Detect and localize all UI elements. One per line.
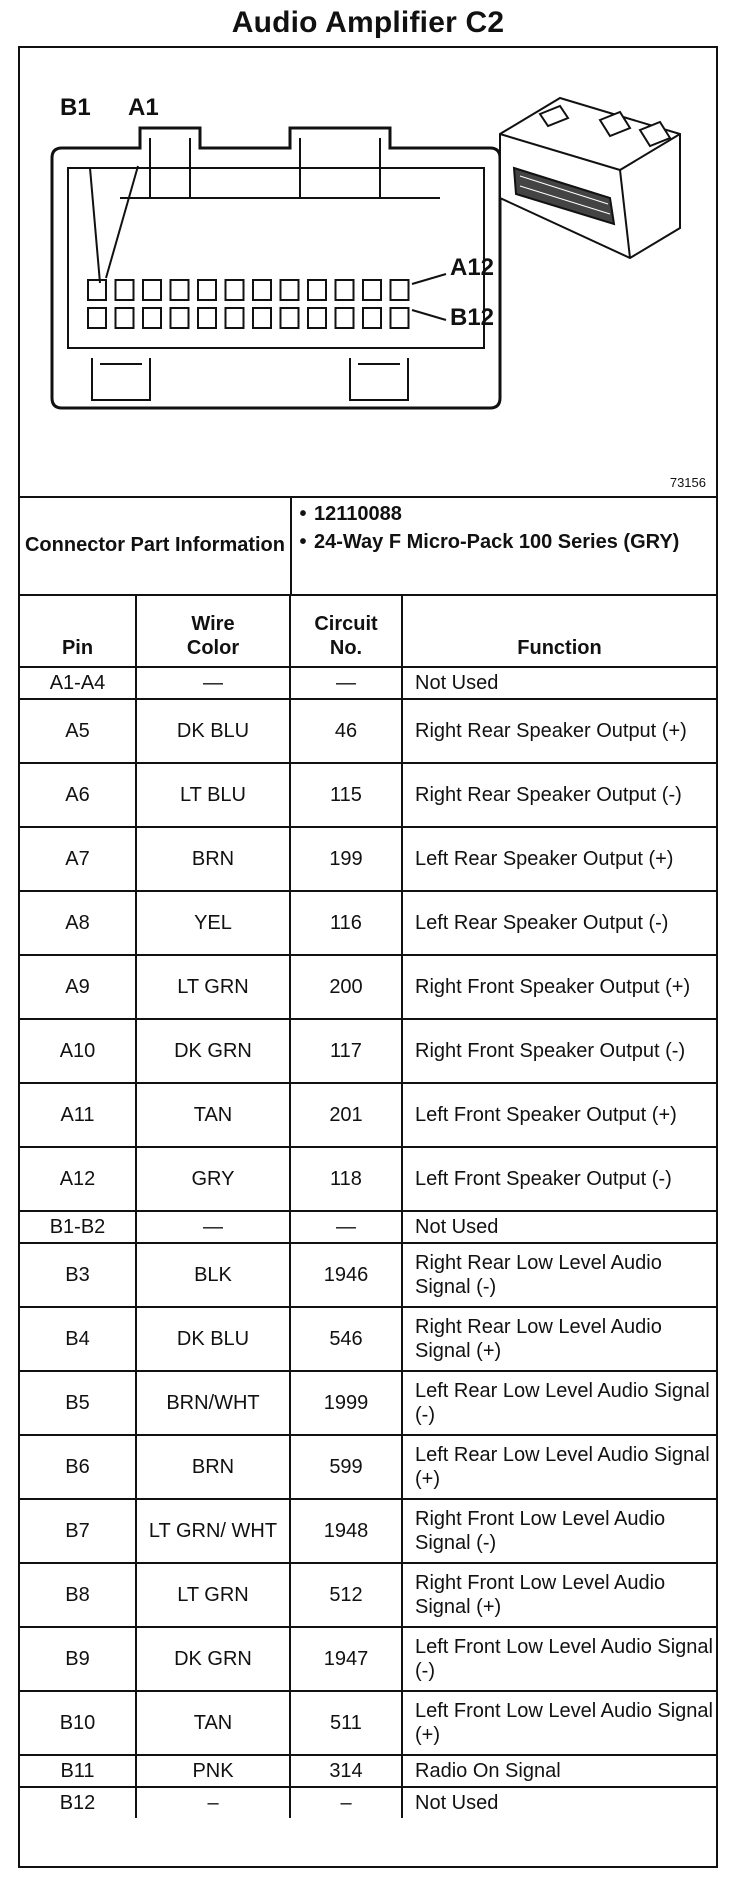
circuit-cell: 116: [290, 891, 402, 955]
table-row: [20, 1243, 716, 1307]
pin-cavity: [143, 280, 161, 300]
function-cell: Right Rear Speaker Output (+): [402, 699, 716, 763]
pin-cavity: [391, 308, 409, 328]
connector-sheet: [18, 46, 718, 1868]
pin-cavity: [363, 308, 381, 328]
circuit-cell: 314: [290, 1755, 402, 1787]
circuit-cell: 1946: [290, 1243, 402, 1307]
function-cell: Left Front Speaker Output (+): [402, 1083, 716, 1147]
bullet-icon: •: [299, 503, 307, 525]
function-cell: Right Front Low Level Audio Signal (+): [402, 1563, 716, 1627]
function-cell: Left Front Speaker Output (-): [402, 1147, 716, 1211]
connector-part-info-heading: Connector Part Information: [20, 496, 292, 594]
pin-cell: B10: [20, 1691, 136, 1755]
table-row: [20, 1307, 716, 1371]
table-row: [20, 1211, 716, 1243]
table-row: [20, 1755, 716, 1787]
pin-cell: B7: [20, 1499, 136, 1563]
pin-cell: B6: [20, 1435, 136, 1499]
function-cell: Left Rear Low Level Audio Signal (+): [402, 1435, 716, 1499]
connector-3d-view: [500, 98, 680, 258]
pin-cell: A1-A4: [20, 667, 136, 699]
pin-cell: B1-B2: [20, 1211, 136, 1243]
wire-color-cell: BRN: [136, 827, 290, 891]
part-number-item: [292, 502, 712, 526]
table-row: [20, 667, 716, 699]
pin-cavity: [171, 308, 189, 328]
page-title: Audio Amplifier C2: [231, 6, 505, 39]
wire-color-cell: TAN: [136, 1083, 290, 1147]
table-row: [20, 1563, 716, 1627]
function-cell: Left Front Low Level Audio Signal (+): [402, 1691, 716, 1755]
connector-part-info: [20, 496, 716, 596]
header-function: Function: [402, 594, 716, 667]
wire-color-cell: LT GRN: [136, 1563, 290, 1627]
pin-cavity: [281, 308, 299, 328]
pin-cavity: [336, 280, 354, 300]
circuit-cell: 201: [290, 1083, 402, 1147]
connector-part-info-list: [292, 502, 712, 558]
table-row: [20, 699, 716, 763]
pin-cell: A5: [20, 699, 136, 763]
wire-color-cell: GRY: [136, 1147, 290, 1211]
function-cell: Right Front Speaker Output (+): [402, 955, 716, 1019]
wire-color-cell: –: [136, 1787, 290, 1818]
pin-cell: A7: [20, 827, 136, 891]
header-circuit-no: Circuit No.: [290, 594, 402, 667]
wire-color-cell: DK GRN: [136, 1019, 290, 1083]
circuit-cell: 1948: [290, 1499, 402, 1563]
function-cell: Right Rear Low Level Audio Signal (+): [402, 1307, 716, 1371]
table-row: [20, 955, 716, 1019]
pin-cell: B9: [20, 1627, 136, 1691]
circuit-cell: 1999: [290, 1371, 402, 1435]
figure-number: 73156: [669, 475, 706, 490]
part-description: 24-Way F Micro-Pack 100 Series (GRY): [314, 531, 680, 553]
circuit-cell: 1947: [290, 1627, 402, 1691]
wire-color-cell: BRN: [136, 1435, 290, 1499]
label-b1: B1: [60, 94, 91, 121]
header-pin: Pin: [20, 594, 136, 667]
pinout-table: [20, 594, 716, 1818]
circuit-cell: 511: [290, 1691, 402, 1755]
pin-cell: B5: [20, 1371, 136, 1435]
connector-diagram: [20, 48, 716, 498]
part-description-item: [292, 530, 712, 554]
wire-color-cell: YEL: [136, 891, 290, 955]
table-row: [20, 1435, 716, 1499]
pin-cavity: [253, 280, 271, 300]
circuit-cell: 118: [290, 1147, 402, 1211]
function-cell: Left Rear Speaker Output (-): [402, 891, 716, 955]
pin-cavity: [226, 280, 244, 300]
function-cell: Not Used: [402, 667, 716, 699]
pin-cavity: [88, 308, 106, 328]
table-row: [20, 1019, 716, 1083]
label-a12: A12: [450, 254, 495, 281]
connector-face-drawing: [20, 48, 716, 496]
table-row: [20, 1691, 716, 1755]
pin-cavity: [88, 280, 106, 300]
pin-cavity: [143, 308, 161, 328]
pin-cavity: [116, 280, 134, 300]
bullet-icon: •: [299, 531, 307, 553]
pin-cell: A12: [20, 1147, 136, 1211]
function-cell: Right Front Speaker Output (-): [402, 1019, 716, 1083]
pin-cavity: [308, 280, 326, 300]
function-cell: Left Rear Low Level Audio Signal (-): [402, 1371, 716, 1435]
wire-color-cell: LT BLU: [136, 763, 290, 827]
pin-cell: A11: [20, 1083, 136, 1147]
wire-color-cell: DK BLU: [136, 1307, 290, 1371]
table-body: [20, 667, 716, 1818]
wire-color-cell: DK BLU: [136, 699, 290, 763]
wire-color-cell: TAN: [136, 1691, 290, 1755]
function-cell: Left Front Low Level Audio Signal (-): [402, 1627, 716, 1691]
wire-color-cell: —: [136, 1211, 290, 1243]
header-wire-color: Wire Color: [136, 594, 290, 667]
pin-cavity: [253, 308, 271, 328]
wire-color-cell: —: [136, 667, 290, 699]
table-header-row: [20, 594, 716, 667]
pin-cell: A9: [20, 955, 136, 1019]
circuit-cell: —: [290, 667, 402, 699]
table-row: [20, 1083, 716, 1147]
pin-cell: A6: [20, 763, 136, 827]
pin-cell: B3: [20, 1243, 136, 1307]
pin-cavity: [363, 280, 381, 300]
label-b12: B12: [450, 304, 495, 331]
table-row: [20, 1147, 716, 1211]
pin-cavity: [198, 308, 216, 328]
pin-cavity: [336, 308, 354, 328]
pin-cavity: [171, 280, 189, 300]
wire-color-cell: LT GRN: [136, 955, 290, 1019]
circuit-cell: 115: [290, 763, 402, 827]
circuit-cell: 512: [290, 1563, 402, 1627]
pin-cavity: [391, 280, 409, 300]
pin-cavity: [226, 308, 244, 328]
pin-cell: B12: [20, 1787, 136, 1818]
pin-cell: B11: [20, 1755, 136, 1787]
wire-color-cell: BRN/WHT: [136, 1371, 290, 1435]
circuit-cell: 46: [290, 699, 402, 763]
circuit-cell: 200: [290, 955, 402, 1019]
table-row: [20, 827, 716, 891]
circuit-cell: —: [290, 1211, 402, 1243]
pin-cavity: [308, 308, 326, 328]
function-cell: Not Used: [415, 1792, 499, 1814]
pin-cavity: [198, 280, 216, 300]
pin-cell: A10: [20, 1019, 136, 1083]
pin-cavity: [281, 280, 299, 300]
wire-color-cell: DK GRN: [136, 1627, 290, 1691]
table-row: [20, 1499, 716, 1563]
wire-color-cell: PNK: [136, 1755, 290, 1787]
table-row: [20, 1627, 716, 1691]
part-number: 12110088: [314, 503, 402, 525]
circuit-cell: 117: [290, 1019, 402, 1083]
circuit-cell: 599: [290, 1435, 402, 1499]
function-cell: Right Rear Speaker Output (-): [402, 763, 716, 827]
function-cell: Not Used: [402, 1211, 716, 1243]
table-row: [20, 891, 716, 955]
table-row: [20, 1787, 716, 1818]
circuit-cell: 546: [290, 1307, 402, 1371]
circuit-cell: 199: [290, 827, 402, 891]
wire-color-cell: BLK: [136, 1243, 290, 1307]
function-cell: Right Front Low Level Audio Signal (-): [402, 1499, 716, 1563]
table-row: [20, 763, 716, 827]
wire-color-cell: LT GRN/ WHT: [136, 1499, 290, 1563]
pin-cell: B4: [20, 1307, 136, 1371]
pin-cavity: [116, 308, 134, 328]
pin-cell: B8: [20, 1563, 136, 1627]
pin-cell: A8: [20, 891, 136, 955]
label-a1: A1: [128, 94, 159, 121]
circuit-cell: –: [290, 1787, 402, 1818]
function-cell: Right Rear Low Level Audio Signal (-): [402, 1243, 716, 1307]
table-row: [20, 1371, 716, 1435]
function-cell: Radio On Signal: [402, 1755, 716, 1787]
function-cell: Left Rear Speaker Output (+): [402, 827, 716, 891]
